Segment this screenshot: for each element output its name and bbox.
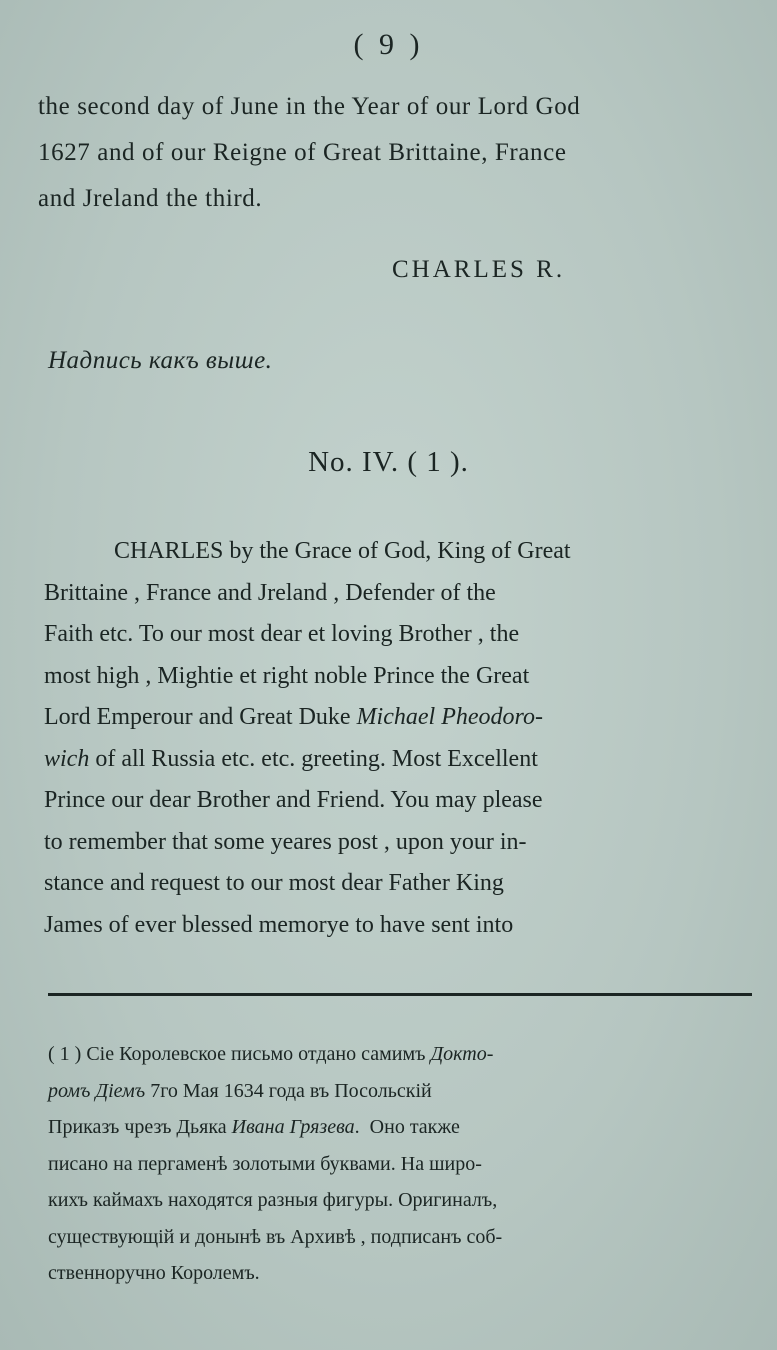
text-line: and Jreland the third. <box>38 185 263 212</box>
text-run: 7го Мая 1634 года въ Посольскій <box>145 1079 432 1102</box>
name-italic: Докто- <box>430 1043 494 1065</box>
page-number: ( 9 ) <box>353 28 424 61</box>
text-line: кихъ каймахъ находятся разныя фигуры. Оригиналъ, <box>48 1189 498 1211</box>
text-run: of all Russia etc. etc. greeting. Most Excellent <box>89 745 538 772</box>
footnote-divider <box>48 993 752 996</box>
text-line <box>48 1036 752 1073</box>
text-run: . Оно также <box>354 1116 460 1138</box>
footnote <box>48 1036 752 1292</box>
text-line <box>44 739 750 781</box>
text-line: most high , Mightie et right noble Prince the Great <box>44 662 530 689</box>
text-line: 1627 and of our Reigne of Great Brittaine, France <box>38 139 567 166</box>
document-heading: No. IV. ( 1 ). <box>308 446 469 478</box>
text-line: James of ever blessed memorye to have sent into <box>44 911 514 938</box>
text-line: существующій и донынѣ въ Архивѣ , подписанъ соб- <box>48 1225 503 1248</box>
text-line: Brittaine , France and Jreland , Defender of the <box>44 579 496 606</box>
text-run: ( 1 ) Сіе Королевское письмо отдано самимъ <box>48 1043 431 1065</box>
text-line <box>48 1073 752 1110</box>
inscription-note: Надпись какъ выше. <box>48 347 273 374</box>
top-paragraph <box>38 84 748 222</box>
text-line: CHARLES by the Grace of God, King of Great <box>114 538 571 564</box>
name-italic: Michael Pheodoro- <box>356 704 543 730</box>
text-line <box>48 1109 752 1146</box>
text-line: the second day of June in the Year of our Lord God <box>38 93 581 120</box>
name-italic: ромъ Діемъ <box>48 1079 146 1102</box>
text-line: писано на пергаменѣ золотыми буквами. На широ- <box>48 1152 482 1175</box>
text-line: stance and request to our most dear Father King <box>44 870 504 896</box>
text-line: Prince our dear Brother and Friend. You may please <box>44 787 543 813</box>
text-line: Faith etc. To our most dear et loving Brother , the <box>44 621 520 647</box>
text-run: Lord Emperour and Great Duke <box>44 704 357 730</box>
name-italic: Ивана Грязева <box>231 1116 355 1138</box>
signature: CHARLES R. <box>392 256 566 283</box>
letter-body <box>44 531 750 946</box>
text-line <box>44 697 750 739</box>
name-italic: wich <box>44 745 90 772</box>
text-line: ственноручно Королемъ. <box>48 1262 260 1284</box>
text-line: to remember that some yeares post , upon your in- <box>44 828 527 855</box>
text-run: Приказъ чрезъ Дьяка <box>48 1116 232 1138</box>
